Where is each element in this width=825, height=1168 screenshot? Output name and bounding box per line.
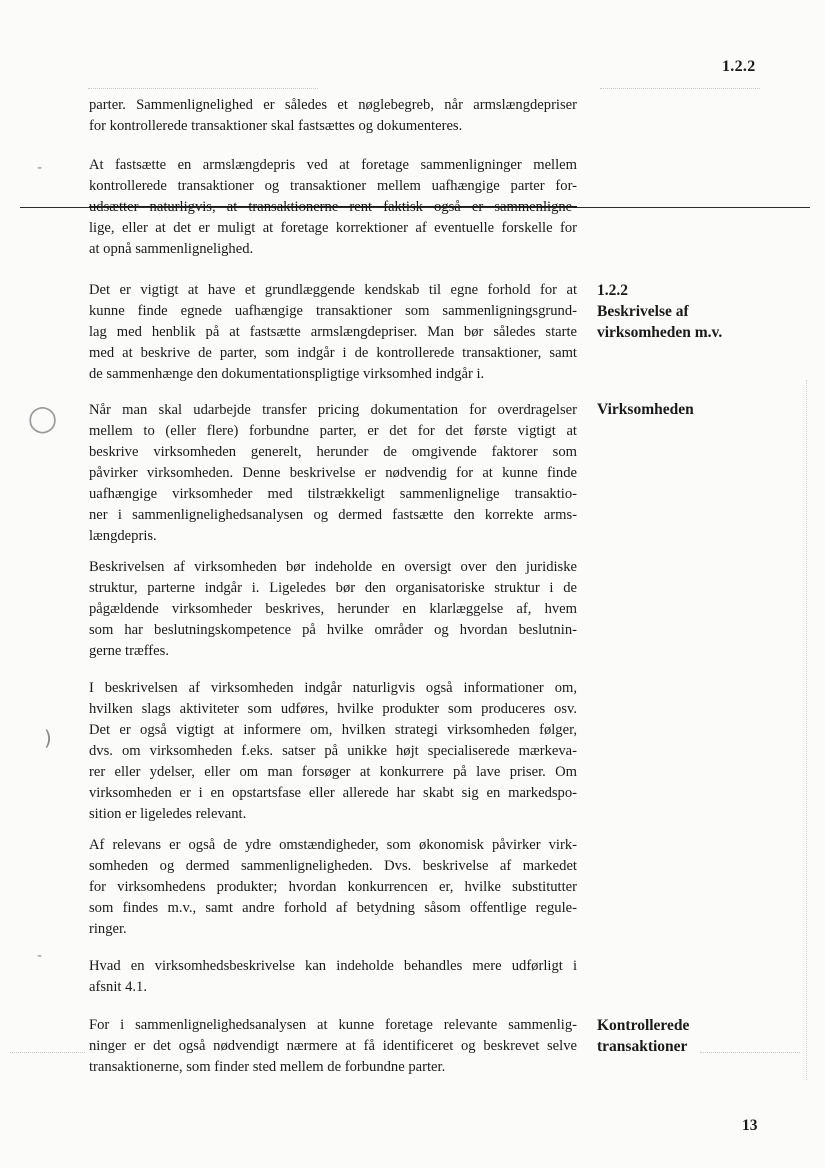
- scan-dotted-line: [88, 88, 318, 89]
- body-paragraph: [89, 95, 577, 137]
- margin-heading-line: Kontrollerede: [597, 1017, 690, 1034]
- scan-mark: ): [44, 726, 52, 750]
- text-line: ninger er det også nødvendigt nærmere at få identificeret og beskrevet selve: [89, 1038, 577, 1054]
- text-line: pågældende virksomheder beskrives, herunder en klarlæggelse af, hvem: [89, 601, 577, 617]
- punch-hole-mark: ◯: [28, 404, 58, 434]
- margin-heading-line: 1.2.2: [597, 282, 628, 299]
- text-line: Det er vigtigt at have et grundlæggende kendskab til egne forhold for at: [89, 282, 577, 298]
- text-line-struck: udsætter naturligvis, at transaktionerne rent faktisk også er sammenligne-: [89, 199, 577, 215]
- text-line: Beskrivelsen af virksomheden bør indeholde en oversigt over den juridiske: [89, 559, 577, 575]
- body-paragraph: [89, 155, 577, 260]
- section-number-header: 1.2.2: [722, 58, 756, 75]
- text-line: kontrollerede transaktioner og transaktioner mellem uafhængige parter for-: [89, 178, 577, 194]
- scan-dotted-line: [10, 1052, 85, 1053]
- text-line: for kontrollerede transaktioner skal fastsættes og dokumenteres.: [89, 118, 463, 134]
- margin-heading-line: Virksomheden: [597, 401, 694, 418]
- text-line: som har beslutningskompetence på hvilke områder og hvordan beslutnin-: [89, 622, 577, 638]
- text-line: Af relevans er også de ydre omstændigheder, som økonomisk påvirker virk-: [89, 837, 577, 853]
- text-line: længdepris.: [89, 528, 157, 544]
- text-line: dvs. om virksomheden f.eks. satser på unikke højt specialiserede mærkeva-: [89, 743, 577, 759]
- scan-edge-line: [806, 380, 807, 1080]
- text-line: kunne finde egnede uafhængige transaktioner som sammenligningsgrund-: [89, 303, 577, 319]
- text-line: mellem to (eller flere) forbundne parter, er det for det første vigtigt at: [89, 423, 577, 439]
- text-line: gerne træffes.: [89, 643, 169, 659]
- body-paragraph: [89, 835, 577, 940]
- text-line: parter. Sammenlignelighed er således et nøglebegreb, når armslængdepriser: [89, 97, 577, 113]
- text-line: rer eller ydelser, eller om man forsøger at konkurrere på lave priser. Om: [89, 764, 577, 780]
- body-paragraph: [89, 1015, 577, 1078]
- margin-heading-virksomheden: [597, 399, 797, 420]
- text-line: uafhængige virksomheder med tilstrækkeligt sammenlignelige transaktio-: [89, 486, 577, 502]
- body-paragraph: [89, 400, 577, 547]
- scan-dotted-line: [600, 88, 760, 89]
- text-line: virksomheden er i en opstartsfase eller allerede har skabt sig en markedspo-: [89, 785, 577, 801]
- text-line: somheden og dermed sammenligneligheden. Dvs. beskrivelse af markedet: [89, 858, 577, 874]
- margin-heading-line: transaktioner: [597, 1038, 688, 1055]
- text-line: struktur, parterne indgår i. Ligeledes bør den organisatoriske struktur i de: [89, 580, 577, 596]
- margin-heading-line: virksomheden m.v.: [597, 324, 723, 341]
- text-line: Når man skal udarbejde transfer pricing dokumentation for overdragelser: [89, 402, 577, 418]
- text-line: I beskrivelsen af virksomheden indgår naturligvis også informationer om,: [89, 680, 577, 696]
- text-line: påvirker virksomheden. Denne beskrivelse er nødvendig for at kunne finde: [89, 465, 577, 481]
- page-number: 13: [742, 1117, 758, 1134]
- scan-mark: -: [37, 160, 43, 176]
- text-line: som findes m.v., samt andre forhold af betydning såsom offentlige regule-: [89, 900, 577, 916]
- body-paragraph: [89, 280, 577, 385]
- scan-mark: -: [37, 948, 43, 964]
- text-line: afsnit 4.1.: [89, 979, 147, 995]
- text-line: transaktionerne, som finder sted mellem de forbundne parter.: [89, 1059, 446, 1075]
- margin-heading-line: Beskrivelse af: [597, 303, 689, 320]
- body-paragraph: [89, 557, 577, 662]
- text-line: for virksomhedens produkter; hvordan konkurrencen er, hvilke substitutter: [89, 879, 577, 895]
- text-line: de sammenhænge den dokumentationspligtige virksomhed indgår i.: [89, 366, 485, 382]
- text-line: med at beskrive de parter, som indgår i de kontrollerede transaktioner, samt: [89, 345, 577, 361]
- text-line: For i sammenlignelighedsanalysen at kunne foretage relevante sammenlig-: [89, 1017, 577, 1033]
- text-line: Hvad en virksomhedsbeskrivelse kan indeholde behandles mere udførligt i: [89, 958, 577, 974]
- text-line: Det er også vigtigt at informere om, hvilken strategi virksomheden følger,: [89, 722, 577, 738]
- text-line: sition er ligeledes relevant.: [89, 806, 247, 822]
- body-paragraph: [89, 956, 577, 998]
- text-line: At fastsætte en armslængdepris ved at foretage sammenligninger mellem: [89, 157, 577, 173]
- text-line: at opnå sammenlignelighed.: [89, 241, 254, 257]
- text-line: beskrive virksomheden generelt, herunder de omgivende faktorer som: [89, 444, 577, 460]
- body-paragraph: [89, 678, 577, 825]
- margin-heading-section: [597, 280, 797, 343]
- text-line: lige, eller at det er muligt at foretage korrektioner af eventuelle forskelle for: [89, 220, 577, 236]
- margin-heading-transactions: [597, 1015, 797, 1057]
- text-line: hvilken slags aktiviteter som udføres, hvilke produkter som produceres osv.: [89, 701, 577, 717]
- text-line: ner i sammenlignelighedsanalysen og dermed fastsætte den korrekte arms-: [89, 507, 577, 523]
- text-line: lag med henblik på at fastsætte armslængdepriser. Man bør således starte: [89, 324, 577, 340]
- text-line: ringer.: [89, 921, 127, 937]
